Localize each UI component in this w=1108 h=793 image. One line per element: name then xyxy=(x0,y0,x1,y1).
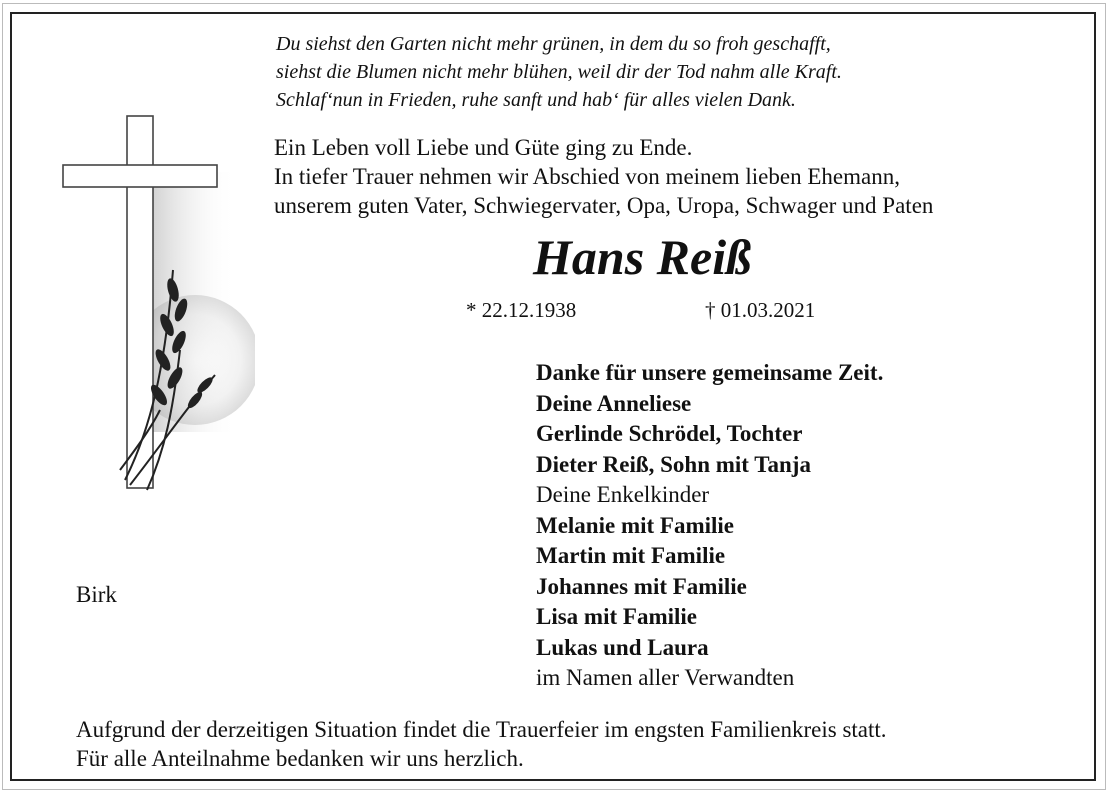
birth-date: * 22.12.1938 xyxy=(466,298,577,322)
poem-line: Schlaf‘nun in Frieden, ruhe sanft und hab‘ für alles vielen Dank. xyxy=(276,89,796,111)
deceased-name: Hans Reiß xyxy=(533,229,752,285)
closing-line: Aufgrund der derzeitigen Situation findet die Trauerfeier im engsten Familienkreis statt. xyxy=(76,717,887,742)
family-line: Lisa mit Familie xyxy=(536,604,697,629)
poem-line: siehst die Blumen nicht mehr blühen, weil dir der Tod nahm alle Kraft. xyxy=(276,61,842,83)
family-line: Deine Enkelkinder xyxy=(536,482,710,507)
closing-text xyxy=(76,715,887,773)
family-line: Deine Anneliese xyxy=(536,390,692,416)
cross-wheat-emblem xyxy=(55,110,255,520)
closing-line: Für alle Anteilnahme bedanken wir uns herzlich. xyxy=(76,746,524,771)
place-name: Birk xyxy=(76,582,117,607)
poem xyxy=(276,30,842,114)
family-line: Lukas und Laura xyxy=(536,634,709,660)
family-list xyxy=(536,358,883,694)
family-line: Johannes mit Familie xyxy=(536,573,747,599)
poem-line: Du siehst den Garten nicht mehr grünen, in dem du so froh geschafft, xyxy=(276,33,831,55)
family-line: Martin mit Familie xyxy=(536,543,726,568)
family-line: Danke für unsere gemeinsame Zeit. xyxy=(536,360,884,385)
family-line: Dieter Reiß, Sohn mit Tanja xyxy=(536,451,811,477)
intro-text xyxy=(274,133,933,220)
death-date: † 01.03.2021 xyxy=(705,298,816,322)
family-line: Gerlinde Schrödel, Tochter xyxy=(536,421,803,446)
intro-line: In tiefer Trauer nehmen wir Abschied von meinem lieben Ehemann, xyxy=(274,164,900,189)
family-line: Melanie mit Familie xyxy=(536,512,734,538)
family-line: im Namen aller Verwandten xyxy=(536,665,795,690)
intro-line: unserem guten Vater, Schwiegervater, Opa, Uropa, Schwager und Paten xyxy=(274,193,934,218)
intro-line: Ein Leben voll Liebe und Güte ging zu Ende. xyxy=(274,135,693,160)
